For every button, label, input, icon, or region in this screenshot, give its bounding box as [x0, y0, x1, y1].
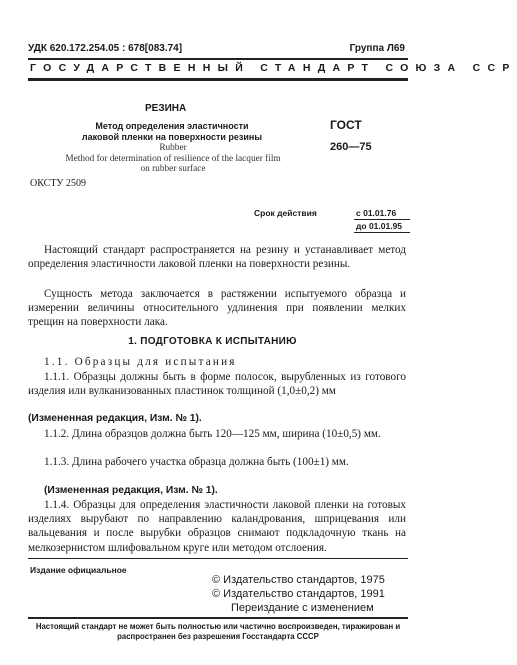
paragraph-1-1-4: 1.1.4. Образцы для определения эластичности лаковой пленки на готовых изделиях вырубают по направлению каландрования, шприцевания или вальцевания и после вырубки образцов снимают подкладочную ткань на мелкозернистом шлифовальном круге или методом отслоения. [28, 499, 406, 554]
copyright-1991: © Издательство стандартов, 1991 [212, 588, 385, 600]
intro-paragraph-2: Сущность метода заключается в растяжении испытуемого образца и измерении величины относительного удлинения при появлении мелких трещин на поверхности лака. [28, 288, 406, 329]
validity-rule [354, 219, 410, 220]
gost-label: ГОСТ [330, 118, 362, 132]
english-method-line-1: Method for determination of resilience of the lacquer film [65, 153, 281, 164]
english-method-line-2: on rubber surface [140, 164, 206, 174]
english-title [28, 143, 318, 175]
amendment-note-2: (Измененная редакция, Изм. № 1). [44, 485, 218, 496]
paragraph-1-1-3: 1.1.3. Длина рабочего участка образца должна быть (100±1) мм. [44, 456, 349, 468]
subsection-1-1: 1.1. Образцы для испытания [44, 356, 237, 368]
validity-label: Срок действия [254, 208, 317, 218]
header-rule-top [28, 58, 408, 60]
intro-paragraph-1: Настоящий стандарт распространяется на резину и устанавливает метод определения эластичности лаковой пленки на поверхности резины. [28, 244, 406, 271]
header-rule-bottom [28, 78, 408, 81]
english-subject: Rubber [159, 143, 187, 153]
standard-banner: ГОСУДАРСТВЕННЫЙ СТАНДАРТ СОЮЗА ССР [30, 62, 517, 74]
validity-from: с 01.01.76 [356, 208, 397, 218]
okstu-code: ОКСТУ 2509 [30, 178, 87, 189]
group-code: Группа Л69 [349, 43, 405, 54]
validity-rule-bottom [354, 232, 410, 233]
gost-number: 260—75 [330, 141, 372, 153]
validity-to: до 01.01.95 [356, 221, 403, 231]
method-title-line-2: лаковой пленки на поверхности резины [81, 132, 263, 142]
footer-rule-bottom [28, 617, 408, 619]
footer-rule-top [28, 558, 408, 559]
paragraph-1-1-1: 1.1.1. Образцы должны быть в форме полосок, вырубленных из готового изделия или вулканизованных пластинок толщиной (1,0±0,2) мм [28, 371, 406, 398]
official-edition-label: Издание официальное [30, 565, 127, 575]
copyright-1975: © Издательство стандартов, 1975 [212, 574, 385, 586]
amendment-note-1: (Измененная редакция, Изм. № 1). [28, 413, 202, 424]
subject-title: РЕЗИНА [145, 103, 187, 114]
paragraph-1-1-2: 1.1.2. Длина образцов должна быть 120—125 мм, ширина (10±0,5) мм. [44, 428, 381, 440]
method-title [72, 121, 272, 143]
method-title-line-1: Метод определения эластичности [95, 121, 249, 131]
copyright-notice: Настоящий стандарт не может быть полностью или частично воспроизведен, тиражирован и распространен без разрешения Госстандарта СССР [35, 622, 401, 641]
section-heading: 1. ПОДГОТОВКА К ИСПЫТАНИЮ [128, 336, 297, 347]
udk-code: УДК 620.172.254.05 : 678[083.74] [28, 43, 183, 54]
reprint-note: Переиздание с изменением [231, 602, 374, 614]
